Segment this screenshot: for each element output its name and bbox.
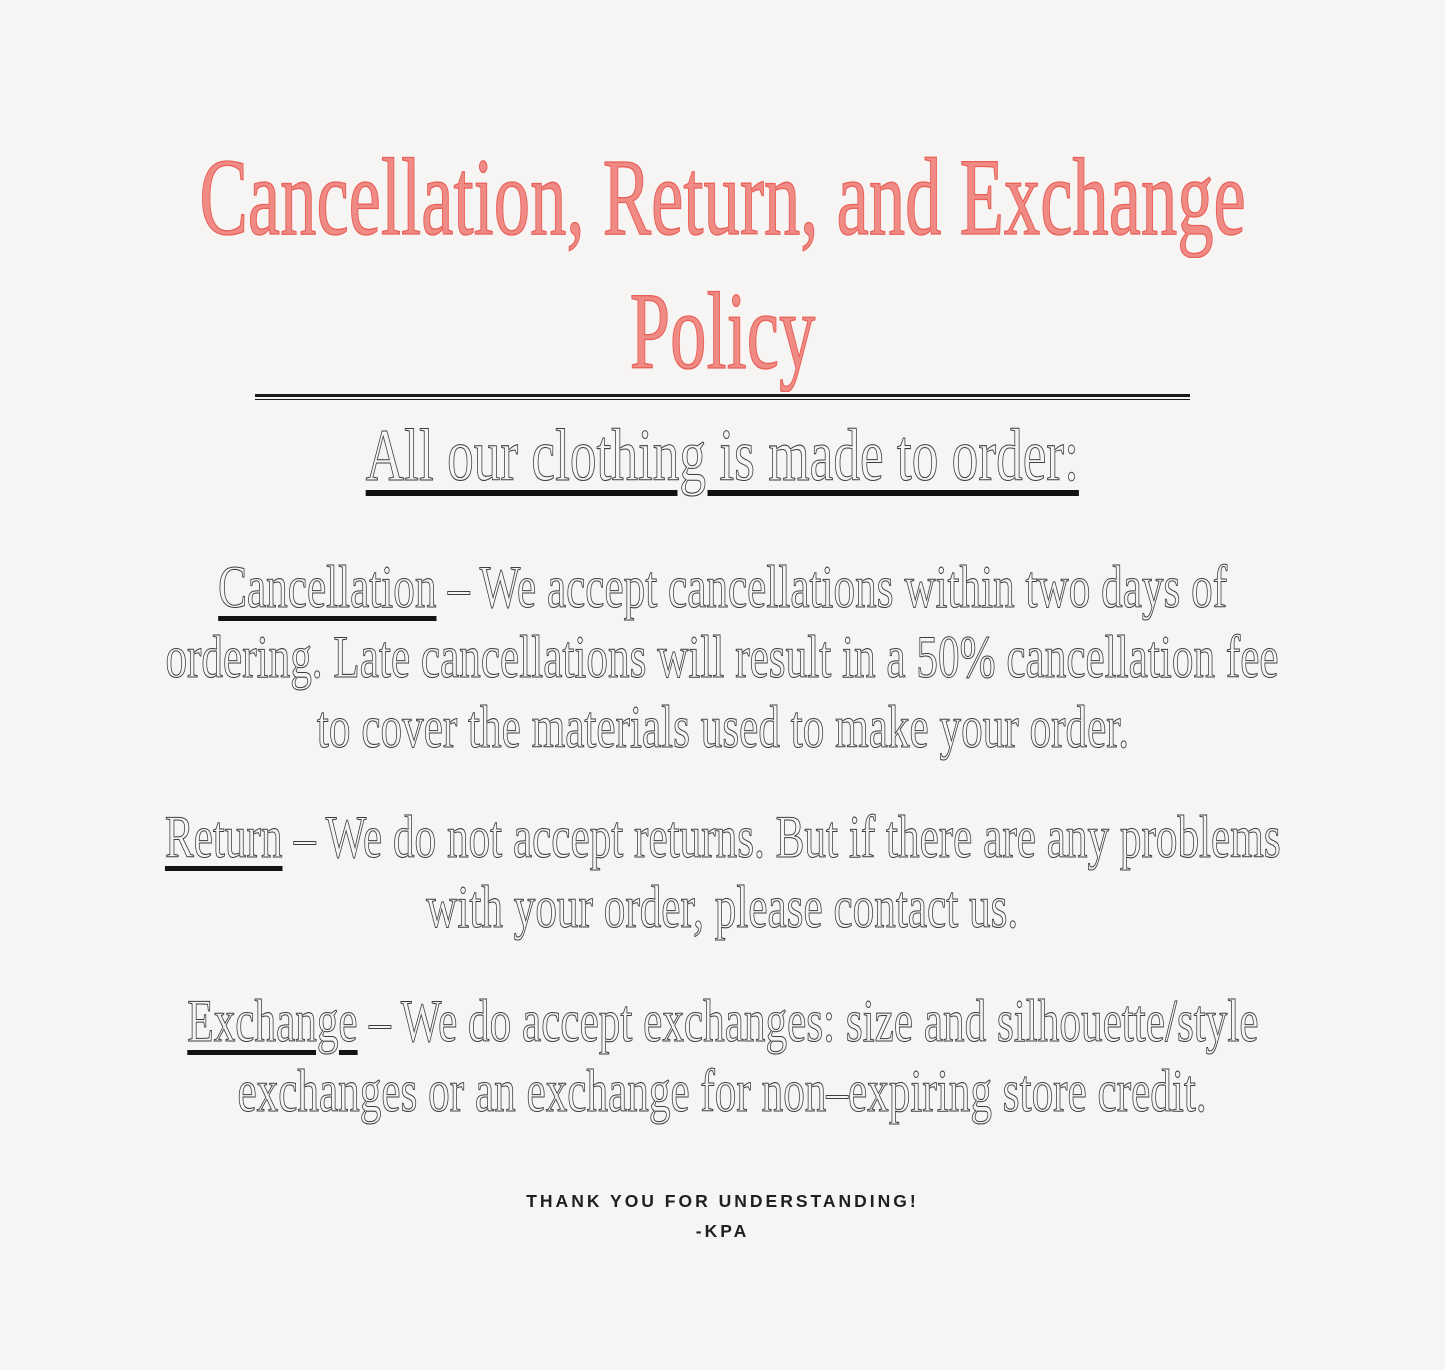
cancellation-line-2: ordering. Late cancellations will result in a 50% cancellation fee (165, 624, 1280, 690)
exchange-lead: Exchange (186, 988, 358, 1054)
policy-section-return (0, 802, 1445, 942)
subtitle-underlined-text: All our clothing is made to order: (365, 415, 1080, 497)
exchange-line-1 (187, 986, 1258, 1056)
footer-thank-you: THANK YOU FOR UNDERSTANDING! (526, 1191, 919, 1211)
return-lead: Return (164, 804, 283, 870)
cancellation-lead: Cancellation (218, 554, 437, 620)
page-title (0, 130, 1445, 398)
page-title-line2: Policy (629, 270, 816, 392)
cancellation-line-3: to cover the materials used to make your order. (316, 694, 1129, 760)
return-line-1-text: – We do not accept returns. But if there are any problems (293, 804, 1281, 870)
exchange-line-1-text: – We do accept exchanges: size and silhouette/style (368, 988, 1259, 1054)
cancellation-line-1 (218, 552, 1227, 622)
exchange-line-2: exchanges or an exchange for non–expiring store credit. (237, 1058, 1208, 1124)
cancellation-line-1-text: – We accept cancellations within two days of (447, 554, 1227, 620)
page-title-line1: Cancellation, Return, and Exchange (199, 136, 1246, 258)
subtitle (366, 406, 1079, 506)
policy-section-cancellation (0, 552, 1445, 762)
return-line-1 (165, 802, 1281, 872)
footer-note (526, 1186, 919, 1246)
return-line-2: with your order, please contact us. (426, 874, 1019, 940)
footer-signature: -KPA (695, 1221, 750, 1241)
policy-section-exchange (0, 986, 1445, 1126)
